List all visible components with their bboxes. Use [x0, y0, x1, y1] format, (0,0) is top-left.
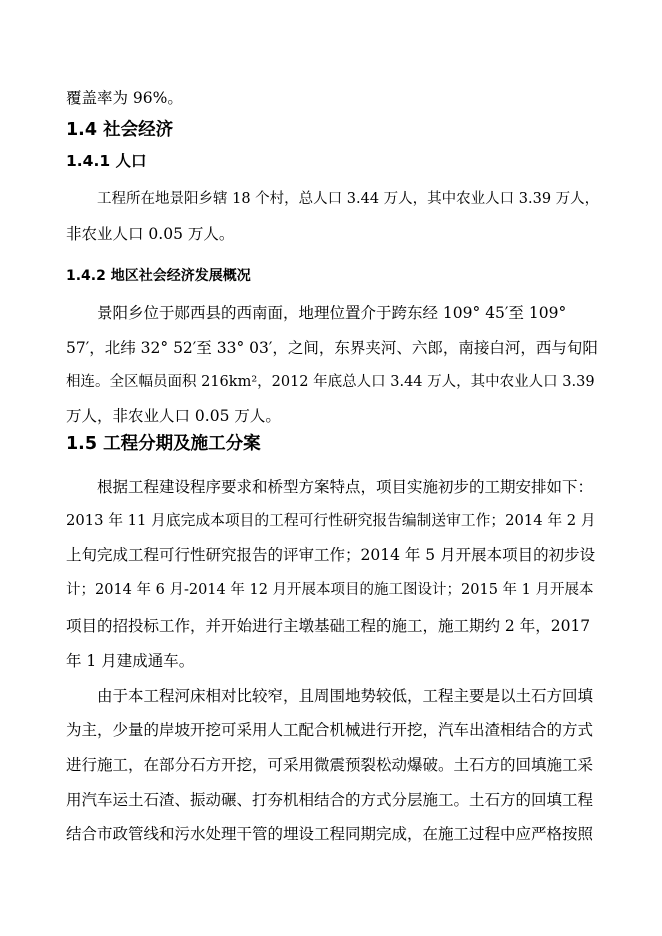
paragraph-line: 万人，非农业人口 0.05 万人。 — [66, 407, 281, 425]
paragraph-line: 覆盖率为 96%。 — [66, 89, 183, 107]
paragraph-line: 上旬完成工程可行性研究报告的评审工作；2014 年 5 月开展本项目的初步设 — [66, 546, 596, 564]
subsection-heading: 1.4.2 地区社会经济发展概况 — [66, 268, 251, 284]
paragraph-line: 工程所在地景阳乡辖 18 个村，总人口 3.44 万人，其中农业人口 3.39 万人， — [97, 191, 600, 207]
paragraph-line: 57′，北纬 32° 52′至 33° 03′，之间，东界夹河、六郎，南接白河，西与旬阳 — [66, 339, 598, 357]
paragraph-line: 结合市政管线和污水处理干管的埋设工程同期完成，在施工过程中应严格按照 — [66, 825, 594, 843]
subsection-heading: 1.4.1 人口 — [66, 152, 147, 170]
paragraph-line: 由于本工程河床相对比较窄，且周围地势较低，工程主要是以土石方回填 — [97, 687, 594, 705]
paragraph-line: 根据工程建设程序要求和桥型方案特点，项目实施初步的工期安排如下： — [97, 478, 594, 496]
paragraph-line: 2013 年 11 月底完成本项目的工程可行性研究报告编制送审工作；2014 年 2 月 — [66, 512, 596, 529]
paragraph-line: 非农业人口 0.05 万人。 — [66, 225, 235, 243]
paragraph-line: 为主，少量的岸坡开挖可采用人工配合机械进行开挖，汽车出渣相结合的方式 — [66, 721, 594, 739]
paragraph-line: 项目的招投标工作，并开始进行主墩基础工程的施工，施工期约 2 年，2017 — [66, 617, 591, 635]
paragraph-line: 相连。全区幅员面积 216km²，2012 年底总人口 3.44 万人，其中农业人口 3.39 — [66, 374, 595, 390]
paragraph-line: 进行施工，在部分石方开挖，可采用微震预裂松动爆破。土石方的回填施工采 — [66, 756, 594, 774]
paragraph-line: 计；2014 年 6 月-2014 年 12 月开展本项目的施工图设计；2015 年 1 月开展本 — [66, 582, 594, 598]
section-heading: 1.5 工程分期及施工分案 — [66, 434, 261, 454]
paragraph-line: 年 1 月建成通车。 — [66, 652, 195, 670]
paragraph-line: 景阳乡位于郧西县的西南面，地理位置介于跨东经 109° 45′至 109° — [97, 304, 567, 322]
section-heading: 1.4 社会经济 — [66, 120, 174, 140]
paragraph-line: 用汽车运土石渣、振动碾、打夯机相结合的方式分层施工。土石方的回填工程 — [66, 791, 594, 809]
